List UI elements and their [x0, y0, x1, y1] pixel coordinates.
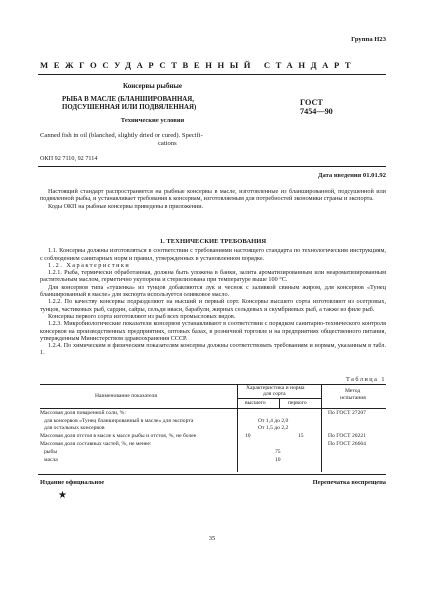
table-col-divider-1 — [237, 384, 238, 472]
th-characteristic-2: для сорта — [263, 391, 286, 397]
paragraph-first-grade: Консервы первого сорта изготовляют из рыб всех промысловых видов. — [48, 312, 236, 320]
header-rule — [38, 74, 386, 75]
table-label: Таблица 1 — [346, 376, 386, 383]
paragraph-1-2-3: 1.2.3. Микробиологические показатели консервов устанавливают в соответствии с порядком санитарно-технического контроля консервов на производственных предприятиях, оптовых базах, в розничной торговле и на предприятиях общественного питания, утвержденным Министерством здравоохранения СССР. — [40, 320, 386, 342]
row-5-method: По ГОСТ 26664 — [328, 441, 366, 447]
table-rule-header — [40, 408, 386, 409]
standard-type-heading: МЕЖГОСУДАРСТВЕННЫЙ СТАНДАРТ — [40, 60, 357, 70]
paragraph-1-2-1: 1.2.1. Рыба, термически обработанная, должна быть уложена в банки, залита ароматизированным или неароматизированным растительным маслом, герметично укупорена и стерилизована при температуре выше 100 °С. — [40, 269, 386, 284]
row-4-method: По ГОСТ 20221 — [328, 433, 366, 439]
gost-number: 7454—90 — [300, 107, 333, 116]
th-characteristic-1: Характеристика и норма — [246, 385, 305, 391]
row-2-name: для консервов «Тунец бланшированный в масле» для экспорта — [44, 418, 194, 424]
table-col-divider-2 — [279, 398, 280, 408]
row-5-name: Массовая доля составных частей, %, не менее: — [40, 441, 152, 447]
reprint-notice: Перепечатка воспрещена — [312, 479, 386, 486]
effective-date — [318, 172, 386, 179]
product-name-line-1: РЫБА В МАСЛЕ (БЛАНШИРОВАННАЯ, — [62, 96, 194, 103]
english-title — [40, 132, 290, 148]
product-name — [62, 96, 242, 112]
date-label: Дата введения — [317, 172, 362, 179]
official-edition: Издание официальное — [40, 479, 105, 486]
row-1-method: По ГОСТ 27207 — [328, 410, 366, 416]
row-1-name: Массовая доля поваренной соли, %: — [40, 410, 126, 416]
gost-label: ГОСТ — [300, 98, 323, 107]
intro-paragraph-2: Коды ОКП на рыбные консервы приведены в приложении. — [48, 202, 204, 210]
row-3-value: От 1,5 до 2,2 — [258, 425, 289, 431]
row-7-name: масла — [44, 457, 58, 463]
section-heading: 1. ТЕХНИЧЕСКИЕ ТРЕБОВАНИЯ — [159, 238, 267, 245]
th-first-grade: первого — [288, 400, 307, 406]
product-name-line-2: ПОДСУШЕННАЯ ИЛИ ПОДВЯЛЕННАЯ) — [62, 104, 197, 111]
okp-codes: ОКП 92 7110, 92 7114 — [40, 155, 98, 162]
table-1 — [40, 384, 386, 472]
intro-paragraph-1: Настоящий стандарт распространяется на рыбные консервы в масле, изготовленные из бланшированной, подсушенной или подвяленной рыбы, и устанавливает требования к консервам, изготовляемым для потребностей экономики страны и экспорта. — [40, 188, 386, 203]
date-value: 01.01.92 — [362, 172, 386, 179]
paragraph-1-2-2: 1.2.2. По качеству консервы подразделяют на высший и первый сорт. Консервы высшего сорта изготовляют из осетровых, тунцов, частиковых рыб, сардин, сайры, сельди иваси, барабули, жирных сельдевых и скумбриевых рыб, а также из филе рыб. — [40, 298, 386, 313]
th-method-2: испытания — [340, 395, 366, 401]
page-number: 35 — [208, 535, 216, 542]
table-col-divider-3 — [321, 384, 322, 472]
row-7-value: 10 — [275, 457, 281, 463]
table-rule-top — [40, 384, 386, 385]
row-4-name: Массовая доля отстоя в масле к массе рыбы и отстоя, %, не более — [40, 433, 197, 439]
english-title-line-1: Canned fish in oil (blanched, slightly dried or cured). Specifi- — [40, 132, 203, 139]
th-name: Наименование показателя — [95, 393, 157, 399]
group-code: Группа Н23 — [351, 36, 386, 43]
technical-conditions: Технические условия — [120, 117, 185, 124]
intro-text — [40, 188, 386, 210]
paragraph-1-1: 1.1. Консервы должны изготовляться в соответствии с требованиями настоящего стандарта по технологическим инструкциям, с соблюдением санитарных норм и правил, утвержденных в установленном порядке. — [40, 247, 386, 262]
english-title-line-2: cations — [158, 140, 177, 147]
product-type: Консервы рыбные — [123, 82, 182, 90]
th-top-grade: высшего — [245, 400, 266, 406]
gost-designation — [300, 98, 333, 116]
row-4-top: 10 — [245, 433, 251, 439]
row-3-name: для остальных консервов — [44, 425, 105, 431]
star-icon: ★ — [58, 490, 67, 501]
row-6-name: рыбы — [44, 449, 58, 455]
paragraph-tushenka: Для консервов типа «тушенка» из тунцов добавляются лук и чеснок с заливкой свиным жиром, для консервов «Тунец бланшированный в масле» для экспорта используется оливковое масло. — [40, 283, 386, 299]
row-2-value: От 1,4 до 2,0 — [258, 418, 289, 424]
row-4-first: 15 — [298, 433, 304, 439]
section-1 — [40, 236, 386, 357]
paragraph-1-2: 1.2. Характеристики — [48, 261, 131, 269]
title-block-rule — [38, 166, 386, 167]
row-6-value: 75 — [275, 449, 281, 455]
th-method-1: Метод — [345, 388, 361, 394]
paragraph-1-2-4: 1.2.4. По химическим и физическим показателям консервы должны соответствовать требованиям и нормам, указанным в табл. 1. — [40, 342, 386, 357]
footer-rule — [38, 474, 386, 475]
